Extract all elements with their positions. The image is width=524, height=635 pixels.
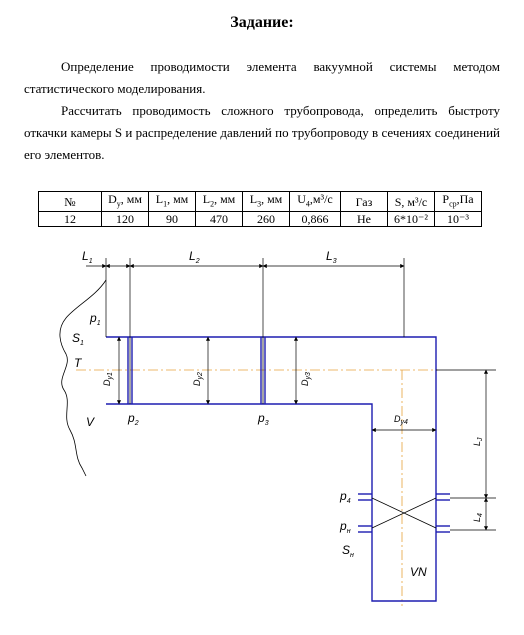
task-paragraph-2: Рассчитать проводимость сложного трубопровода, определить быстроту откачки камеры S и распределение давлений по трубопроводу в сечениях соединений его элементов. — [24, 103, 500, 162]
header-cell-gas: Газ — [341, 192, 388, 212]
header-cell-number: № — [39, 192, 102, 212]
label-L1: $L_1$ — [82, 249, 93, 265]
table-cell: 470 — [196, 212, 243, 227]
pipe-outline — [106, 337, 436, 601]
label-V: V — [86, 415, 95, 429]
header-cell-l3: $L_3$, мм — [243, 192, 290, 212]
label-Sn: $S_н$ — [342, 543, 354, 559]
label-Dy1: $D_{у1}$ — [102, 372, 114, 386]
label-Dy4: $D_{у4}$ — [394, 414, 408, 426]
label-p4: $p_4$ — [340, 489, 351, 505]
label-L3: $L_3$ — [326, 249, 337, 265]
label-p2: $p_2$ — [128, 411, 139, 427]
task-paragraph-1: Определение проводимости элемента вакуумной системы методом статистического моделирования. — [24, 59, 500, 96]
table-cell: 260 — [243, 212, 290, 227]
pipeline-diagram — [46, 236, 516, 626]
label-Dy2: $D_{у2}$ — [192, 372, 204, 386]
header-cell-pcp: $P_{ср},Па$ — [435, 192, 482, 212]
valve-cross — [372, 498, 436, 528]
header-cell-l1: $L_1$, мм — [149, 192, 196, 212]
label-L4: $L_4$ — [472, 513, 484, 522]
header-cell-u4: $U_4,м^3/с$ — [290, 192, 341, 212]
label-Dy3: $D_{у3}$ — [300, 372, 312, 386]
label-pn: $p_н$ — [340, 519, 351, 535]
label-L2: $L_2$ — [189, 249, 200, 265]
label-p1: $p_1$ — [90, 311, 101, 327]
label-S1: $S_1$ — [72, 331, 84, 347]
parameters-table — [38, 191, 482, 227]
label-p3: $p_3$ — [258, 411, 269, 427]
table-cell: 120 — [102, 212, 149, 227]
header-cell-l2: $L_2$, мм — [196, 192, 243, 212]
table-row — [39, 212, 482, 227]
header-cell-s: S, м³/с — [388, 192, 435, 212]
label-LJ: $L_J$ — [472, 437, 484, 446]
chamber-outline — [60, 280, 106, 476]
table-cell: 12 — [39, 212, 102, 227]
table-header-row — [39, 192, 482, 212]
label-VN: VN — [410, 565, 427, 579]
table-cell: 90 — [149, 212, 196, 227]
table-cell: 6*10⁻² — [388, 212, 435, 227]
table-cell: 10⁻³ — [435, 212, 482, 227]
table-cell: Не — [341, 212, 388, 227]
label-T: T — [74, 356, 82, 370]
header-cell-dy: $D_у$, мм — [102, 192, 149, 212]
dimension-lines — [86, 258, 496, 530]
page-title: Задание: — [230, 14, 294, 31]
table-cell: 0,866 — [290, 212, 341, 227]
